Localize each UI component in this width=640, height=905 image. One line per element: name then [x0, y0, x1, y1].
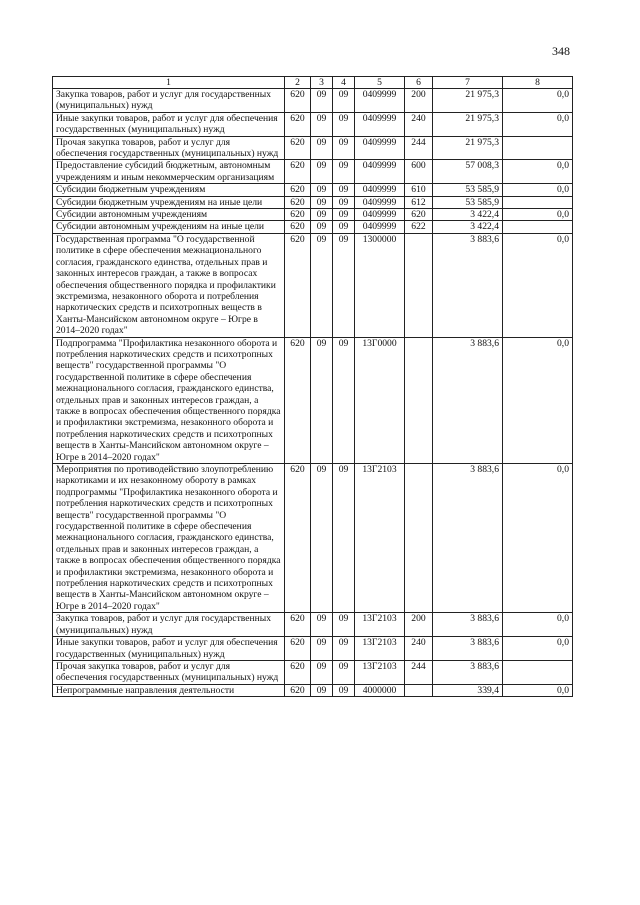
cell-subsection: 09 [333, 112, 355, 136]
column-header: 4 [333, 77, 355, 89]
cell-expense-type [405, 337, 433, 463]
cell-target-article: 0409999 [355, 209, 405, 221]
cell-subsection: 09 [333, 209, 355, 221]
cell-target-article: 0409999 [355, 160, 405, 184]
cell-section: 09 [311, 660, 333, 684]
cell-subsection: 09 [333, 337, 355, 463]
cell-ministry-code: 620 [285, 464, 311, 613]
cell-section: 09 [311, 160, 333, 184]
row-name: Субсидии бюджетным учреждениям на иные цели [53, 196, 285, 208]
cell-ministry-code: 620 [285, 112, 311, 136]
table-row [53, 89, 573, 113]
table-row [53, 160, 573, 184]
cell-target-article: 13Г2103 [355, 637, 405, 661]
cell-amount: 21 975,3 [433, 136, 503, 160]
row-name: Государственная программа "О государственной политике в сфере обеспечения межнационального согласия, гражданского единства, отдельных прав и законных интересов граждан, а также в вопросах обеспечения общественного порядка и профилактики экстремизма, незаконного оборота и потребления наркотических средств и психотропных веществ в Ханты-Мансийском автономном округе – Югре в 2014–2020 годах" [53, 233, 285, 337]
row-name: Закупка товаров, работ и услуг для государственных (муниципальных) нужд [53, 613, 285, 637]
column-header: 3 [311, 77, 333, 89]
cell-section: 09 [311, 684, 333, 696]
table-row [53, 209, 573, 221]
table-row [53, 660, 573, 684]
table-row [53, 464, 573, 613]
cell-amount: 21 975,3 [433, 89, 503, 113]
cell-amount: 3 883,6 [433, 613, 503, 637]
cell-amount: 53 585,9 [433, 184, 503, 196]
cell-amount-extra: 0,0 [503, 184, 573, 196]
cell-section: 09 [311, 637, 333, 661]
cell-section: 09 [311, 112, 333, 136]
cell-section: 09 [311, 89, 333, 113]
cell-section: 09 [311, 337, 333, 463]
cell-ministry-code: 620 [285, 209, 311, 221]
cell-target-article: 0409999 [355, 89, 405, 113]
cell-expense-type: 600 [405, 160, 433, 184]
cell-amount-extra [503, 221, 573, 233]
cell-amount: 3 422,4 [433, 209, 503, 221]
cell-target-article: 0409999 [355, 196, 405, 208]
row-name: Субсидии автономным учреждениям на иные цели [53, 221, 285, 233]
cell-expense-type: 244 [405, 660, 433, 684]
table-body [53, 89, 573, 697]
column-header: 2 [285, 77, 311, 89]
row-name: Субсидии бюджетным учреждениям [53, 184, 285, 196]
cell-ministry-code: 620 [285, 196, 311, 208]
cell-expense-type: 200 [405, 613, 433, 637]
cell-target-article: 1300000 [355, 233, 405, 337]
row-name: Прочая закупка товаров, работ и услуг для обеспечения государственных (муниципальных) нужд [53, 660, 285, 684]
cell-amount-extra [503, 136, 573, 160]
cell-ministry-code: 620 [285, 637, 311, 661]
cell-ministry-code: 620 [285, 136, 311, 160]
cell-ministry-code: 620 [285, 221, 311, 233]
table-row [53, 196, 573, 208]
cell-amount: 21 975,3 [433, 112, 503, 136]
cell-subsection: 09 [333, 196, 355, 208]
cell-ministry-code: 620 [285, 684, 311, 696]
cell-target-article: 13Г2103 [355, 660, 405, 684]
table-row [53, 337, 573, 463]
cell-ministry-code: 620 [285, 160, 311, 184]
cell-amount-extra: 0,0 [503, 112, 573, 136]
cell-amount: 3 883,6 [433, 464, 503, 613]
cell-subsection: 09 [333, 89, 355, 113]
cell-expense-type: 620 [405, 209, 433, 221]
table-row [53, 637, 573, 661]
cell-amount: 57 008,3 [433, 160, 503, 184]
cell-section: 09 [311, 209, 333, 221]
cell-amount-extra [503, 660, 573, 684]
cell-section: 09 [311, 221, 333, 233]
table-row [53, 613, 573, 637]
cell-expense-type: 622 [405, 221, 433, 233]
cell-subsection: 09 [333, 684, 355, 696]
cell-target-article: 13Г2103 [355, 613, 405, 637]
cell-amount: 3 883,6 [433, 233, 503, 337]
cell-section: 09 [311, 184, 333, 196]
cell-amount-extra: 0,0 [503, 209, 573, 221]
table-row [53, 233, 573, 337]
header-row [53, 77, 573, 89]
cell-ministry-code: 620 [285, 613, 311, 637]
column-header: 7 [433, 77, 503, 89]
budget-table [52, 76, 573, 697]
cell-target-article: 0409999 [355, 221, 405, 233]
cell-amount-extra: 0,0 [503, 233, 573, 337]
cell-amount: 3 422,4 [433, 221, 503, 233]
cell-expense-type: 240 [405, 637, 433, 661]
cell-expense-type: 612 [405, 196, 433, 208]
cell-target-article: 0409999 [355, 112, 405, 136]
cell-amount: 339,4 [433, 684, 503, 696]
cell-section: 09 [311, 613, 333, 637]
cell-subsection: 09 [333, 184, 355, 196]
cell-section: 09 [311, 136, 333, 160]
table-row [53, 184, 573, 196]
cell-amount-extra: 0,0 [503, 160, 573, 184]
cell-section: 09 [311, 464, 333, 613]
cell-expense-type: 240 [405, 112, 433, 136]
cell-subsection: 09 [333, 221, 355, 233]
row-name: Предоставление субсидий бюджетным, автономным учреждениям и иным некоммерческим организациям [53, 160, 285, 184]
cell-section: 09 [311, 233, 333, 337]
cell-ministry-code: 620 [285, 233, 311, 337]
table-row [53, 684, 573, 696]
column-header: 5 [355, 77, 405, 89]
cell-expense-type [405, 684, 433, 696]
cell-subsection: 09 [333, 233, 355, 337]
cell-amount-extra: 0,0 [503, 684, 573, 696]
row-name: Прочая закупка товаров, работ и услуг для обеспечения государственных (муниципальных) нужд [53, 136, 285, 160]
cell-subsection: 09 [333, 660, 355, 684]
cell-expense-type [405, 464, 433, 613]
cell-amount-extra: 0,0 [503, 464, 573, 613]
cell-amount: 53 585,9 [433, 196, 503, 208]
cell-amount: 3 883,6 [433, 637, 503, 661]
cell-target-article: 4000000 [355, 684, 405, 696]
cell-amount-extra: 0,0 [503, 613, 573, 637]
cell-expense-type [405, 233, 433, 337]
table-row [53, 221, 573, 233]
cell-target-article: 0409999 [355, 184, 405, 196]
page-number: 348 [552, 44, 570, 58]
cell-expense-type: 610 [405, 184, 433, 196]
row-name: Иные закупки товаров, работ и услуг для обеспечения государственных (муниципальных) нужд [53, 112, 285, 136]
cell-amount-extra [503, 196, 573, 208]
cell-subsection: 09 [333, 136, 355, 160]
cell-section: 09 [311, 196, 333, 208]
row-name: Подпрограмма "Профилактика незаконного оборота и потребления наркотических средств и психотропных веществ" государственной программы "О государственной политике в сфере обеспечения межнационального согласия, гражданского единства, отдельных прав и законных интересов граждан, а также в вопросах обеспечения общественного порядка и профилактики экстремизма, незаконного оборота и потребления наркотических средств и психотропных веществ в Ханты-Мансийском автономном округе – Югре в 2014–2020 годах" [53, 337, 285, 463]
cell-amount-extra: 0,0 [503, 337, 573, 463]
cell-subsection: 09 [333, 160, 355, 184]
cell-amount: 3 883,6 [433, 337, 503, 463]
cell-ministry-code: 620 [285, 89, 311, 113]
cell-ministry-code: 620 [285, 660, 311, 684]
row-name: Иные закупки товаров, работ и услуг для обеспечения государственных (муниципальных) нужд [53, 637, 285, 661]
table-row [53, 112, 573, 136]
column-header: 8 [503, 77, 573, 89]
cell-subsection: 09 [333, 464, 355, 613]
column-header: 1 [53, 77, 285, 89]
cell-amount-extra: 0,0 [503, 89, 573, 113]
cell-ministry-code: 620 [285, 337, 311, 463]
cell-amount: 3 883,6 [433, 660, 503, 684]
cell-amount-extra: 0,0 [503, 637, 573, 661]
row-name: Субсидии автономным учреждениям [53, 209, 285, 221]
cell-expense-type: 244 [405, 136, 433, 160]
row-name: Мероприятия по противодействию злоупотреблению наркотиками и их незаконному обороту в рамках подпрограммы "Профилактика незаконного оборота и потребления наркотических средств и психотропных веществ" государственной программы "О государственной политике в сфере обеспечения межнационального согласия, гражданского единства, отдельных прав и законных интересов граждан, а также в вопросах обеспечения общественного порядка и профилактики экстремизма, незаконного оборота и потребления наркотических средств и психотропных веществ в Ханты-Мансийском автономном округе – Югре в 2014–2020 годах" [53, 464, 285, 613]
cell-target-article: 13Г2103 [355, 464, 405, 613]
table-row [53, 136, 573, 160]
cell-ministry-code: 620 [285, 184, 311, 196]
cell-subsection: 09 [333, 637, 355, 661]
row-name: Непрограммные направления деятельности [53, 684, 285, 696]
cell-target-article: 13Г0000 [355, 337, 405, 463]
cell-target-article: 0409999 [355, 136, 405, 160]
column-header: 6 [405, 77, 433, 89]
cell-subsection: 09 [333, 613, 355, 637]
cell-expense-type: 200 [405, 89, 433, 113]
row-name: Закупка товаров, работ и услуг для государственных (муниципальных) нужд [53, 89, 285, 113]
